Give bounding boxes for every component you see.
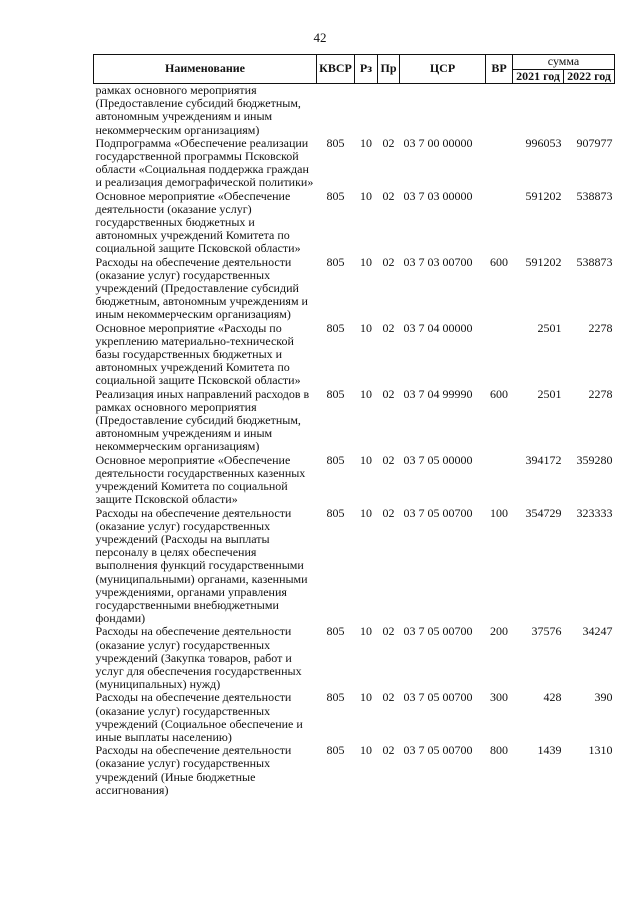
cell-csr: 03 7 05 00700 — [403, 743, 473, 758]
cell-amount-2022: 359280 — [576, 452, 613, 467]
cell-amount-2022: 34247 — [582, 624, 613, 639]
cell-kvsr — [317, 84, 355, 137]
cell-kvsr: 805 — [326, 743, 345, 758]
cell-amount-2022 — [564, 84, 615, 137]
cell-rz: 10 — [360, 505, 372, 520]
cell-vr — [486, 454, 513, 507]
table-row — [94, 454, 615, 507]
cell-kvsr: 805 — [326, 386, 345, 401]
cell-amount-2022: 323333 — [576, 505, 613, 520]
cell-pr — [378, 84, 400, 137]
header-rz: Рз — [355, 55, 378, 84]
cell-amount-2022: 2278 — [588, 386, 613, 401]
cell-vr: 600 — [490, 254, 508, 269]
cell-rz: 10 — [360, 743, 372, 758]
cell-rz: 10 — [360, 320, 372, 335]
cell-vr: 100 — [490, 505, 508, 520]
cell-amount-2022: 538873 — [576, 188, 613, 203]
cell-rz — [355, 84, 378, 137]
cell-kvsr: 805 — [326, 624, 345, 639]
cell-vr: 200 — [490, 624, 508, 639]
table-row — [94, 84, 615, 137]
cell-pr: 02 — [382, 320, 395, 335]
table-row — [94, 190, 615, 256]
cell-csr: 03 7 04 00000 — [403, 320, 473, 335]
table-row — [94, 256, 615, 322]
cell-csr: 03 7 05 00700 — [403, 690, 473, 705]
cell-name: Расходы на обеспечение деятельности (оказание услуг) государственных учреждений (Социальное обеспечение и иные выплаты населению) — [95, 690, 303, 744]
table-row — [94, 137, 615, 190]
cell-pr: 02 — [382, 386, 395, 401]
cell-csr — [400, 84, 486, 137]
table-row — [94, 744, 615, 797]
cell-pr: 02 — [382, 135, 395, 150]
cell-kvsr: 805 — [326, 135, 345, 150]
cell-rz: 10 — [360, 624, 372, 639]
cell-amount-2022: 1310 — [588, 743, 613, 758]
cell-pr: 02 — [382, 505, 395, 520]
header-csr: ЦСР — [400, 55, 486, 84]
cell-name: Основное мероприятие «Расходы по укреплению материально-технической базы государственных бюджетных и автономных учреждений Комитета по социальной защите Псковской области» — [95, 320, 301, 388]
cell-vr: 300 — [490, 690, 508, 705]
cell-rz: 10 — [360, 690, 372, 705]
cell-amount-2021: 428 — [543, 690, 562, 705]
cell-kvsr: 805 — [326, 188, 345, 203]
cell-pr: 02 — [382, 254, 395, 269]
table-row — [94, 691, 615, 744]
cell-pr: 02 — [382, 624, 395, 639]
header-sum: сумма — [513, 55, 615, 70]
cell-rz: 10 — [360, 254, 372, 269]
cell-amount-2022: 390 — [594, 690, 613, 705]
table-body — [94, 84, 615, 797]
header-vr: ВР — [486, 55, 513, 84]
cell-amount-2021: 2501 — [537, 386, 562, 401]
cell-name: Расходы на обеспечение деятельности (оказание услуг) государственных учреждений (Расходы на выплаты персоналу в целях обеспечения выполнения функций государственными (муниципальными) органами, казенными учреждениями, органами управления государственными внебюджетными фондами) — [95, 505, 308, 626]
cell-vr — [486, 84, 513, 137]
cell-csr: 03 7 05 00700 — [403, 624, 473, 639]
cell-amount-2021: 394172 — [525, 452, 562, 467]
cell-amount-2021: 37576 — [531, 624, 562, 639]
header-year-2022: 2022 год — [564, 69, 615, 84]
cell-vr — [486, 137, 513, 190]
cell-rz: 10 — [360, 188, 372, 203]
cell-csr: 03 7 00 00000 — [403, 135, 473, 150]
budget-table — [93, 54, 615, 797]
cell-csr: 03 7 03 00700 — [403, 254, 473, 269]
cell-amount-2021: 591202 — [525, 254, 562, 269]
cell-rz: 10 — [360, 386, 372, 401]
header-pr: Пр — [378, 55, 400, 84]
table-row — [94, 388, 615, 454]
table-row — [94, 322, 615, 388]
header-kvsr: КВСР — [317, 55, 355, 84]
cell-kvsr: 805 — [326, 505, 345, 520]
cell-amount-2021 — [513, 84, 564, 137]
cell-name: Расходы на обеспечение деятельности (оказание услуг) государственных учреждений (Предоставление субсидий бюджетным, автономным учреждениям и иным некоммерческим организациям) — [95, 254, 308, 322]
cell-vr — [486, 190, 513, 256]
cell-name: Реализация иных направлений расходов в рамках основного мероприятия (Предоставление субсидий бюджетным, автономным учреждениям и иным некоммерческим организациям) — [95, 386, 310, 454]
table-row — [94, 507, 615, 626]
cell-csr: 03 7 05 00700 — [403, 505, 473, 520]
cell-vr — [486, 322, 513, 388]
cell-kvsr: 805 — [326, 320, 345, 335]
cell-csr: 03 7 05 00000 — [403, 452, 473, 467]
cell-kvsr: 805 — [326, 254, 345, 269]
cell-amount-2021: 591202 — [525, 188, 562, 203]
cell-amount-2022: 2278 — [588, 320, 613, 335]
cell-name: рамках основного мероприятия (Предоставление субсидий бюджетным, автономным учреждениям и иным некоммерческим организациям) — [95, 83, 301, 137]
cell-kvsr: 805 — [326, 690, 345, 705]
cell-vr: 800 — [490, 743, 508, 758]
cell-kvsr: 805 — [326, 452, 345, 467]
cell-name: Расходы на обеспечение деятельности (оказание услуг) государственных учреждений (Закупка товаров, работ и услуг для обеспечения государственных (муниципальных) нужд) — [95, 624, 302, 692]
cell-pr: 02 — [382, 743, 395, 758]
cell-pr: 02 — [382, 188, 395, 203]
cell-amount-2022: 907977 — [576, 135, 613, 150]
header-name: Наименование — [94, 55, 317, 84]
cell-amount-2022: 538873 — [576, 254, 613, 269]
cell-amount-2021: 996053 — [525, 135, 562, 150]
table-row — [94, 625, 615, 691]
cell-amount-2021: 1439 — [537, 743, 562, 758]
cell-pr: 02 — [382, 452, 395, 467]
cell-rz: 10 — [360, 452, 372, 467]
header-year-2021: 2021 год — [513, 69, 564, 84]
cell-name: Основное мероприятие «Обеспечение деятельности государственных казенных учреждений Комитета по социальной защите Псковской области» — [95, 452, 306, 507]
cell-rz: 10 — [360, 135, 372, 150]
cell-csr: 03 7 03 00000 — [403, 188, 473, 203]
table-header — [94, 55, 615, 84]
cell-csr: 03 7 04 99990 — [403, 386, 473, 401]
cell-name: Подпрограмма «Обеспечение реализации государственной программы Псковской области «Социальная поддержка граждан и реализация демографической политики» — [95, 135, 314, 190]
cell-pr: 02 — [382, 690, 395, 705]
cell-vr: 600 — [490, 386, 508, 401]
cell-name: Расходы на обеспечение деятельности (оказание услуг) государственных учреждений (Иные бюджетные ассигнования) — [95, 743, 292, 797]
cell-amount-2021: 2501 — [537, 320, 562, 335]
page-number: 42 — [313, 30, 327, 45]
cell-name: Основное мероприятие «Обеспечение деятельности (оказание услуг) государственных бюджетных и автономных учреждений Комитета по социальной защите Псковской области» — [95, 188, 301, 256]
cell-amount-2021: 354729 — [525, 505, 562, 520]
